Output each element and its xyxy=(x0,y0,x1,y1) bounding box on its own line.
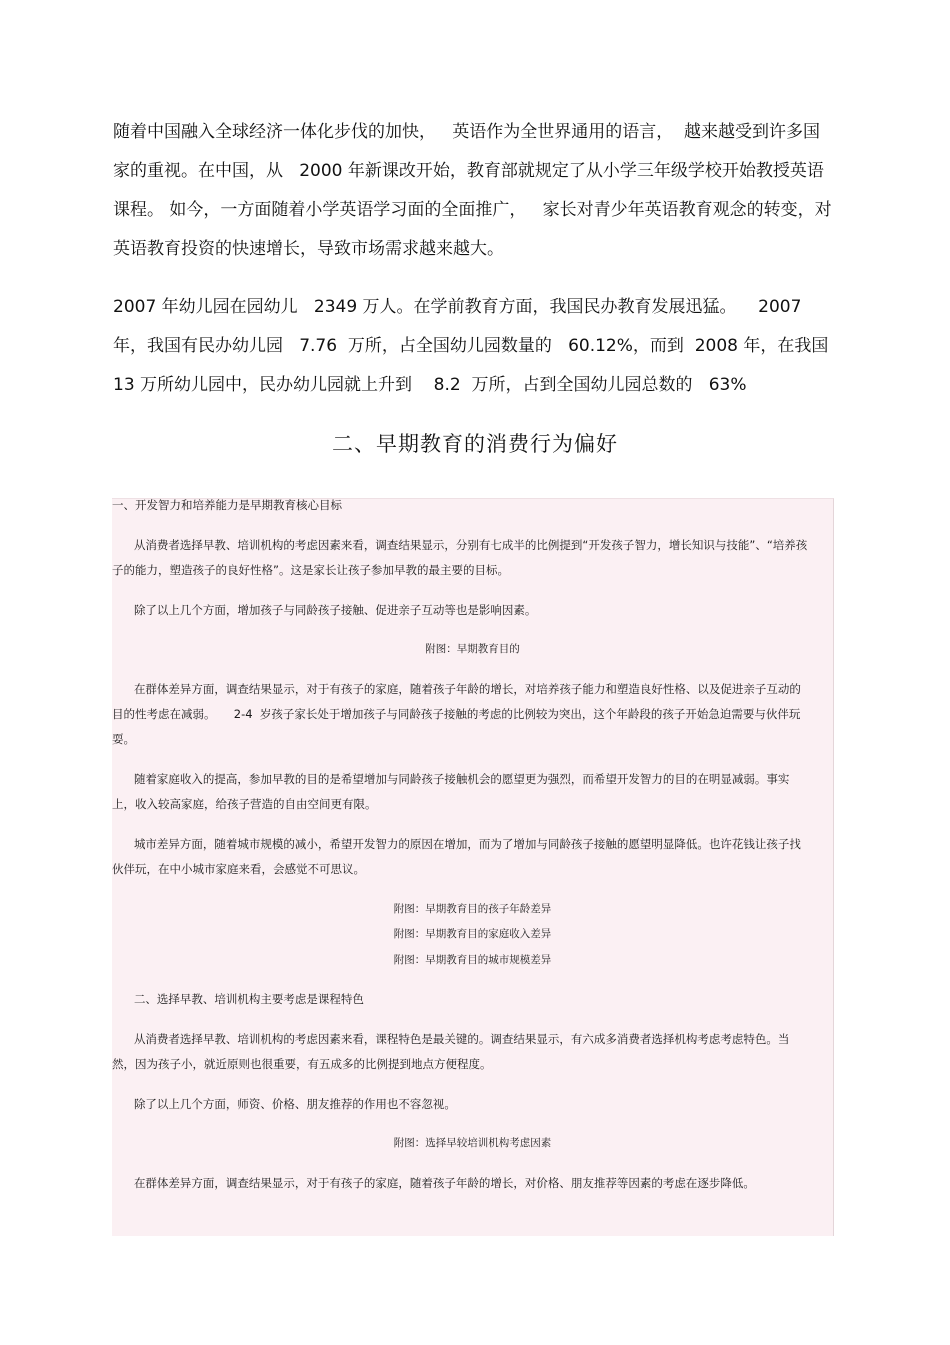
box-paragraph-7: 除了以上几个方面，师资、价格、朋友推荐的作用也不容忽视。 xyxy=(112,1097,456,1111)
box-paragraph-6: 从消费者选择早教、培训机构的考虑因素来看，课程特色是最关键的。调查结果显示，有六成多消费者选择机构考虑考虑特色。当然，因为孩子小，就近原则也很重要，有五成多的比例提到地点方便程度。 xyxy=(112,1032,790,1071)
figure-caption-4: 附图：早期教育目的城市规模差异 xyxy=(393,954,552,966)
intro-paragraph-2: 2007 年幼儿园在园幼儿 2349 万人。在学前教育方面，我国民办教育发展迅猛。 2007 年，我国有民办幼儿园 7.76 万所，占全国幼儿园数量的 60.12%，而到 2008 年，在我国 13 万所幼儿园中，民办幼儿园就上升到 8.2 万所，占到全国幼儿园总数的 63% xyxy=(113,297,834,395)
figure-caption-5: 附图：选择早较培训机构考虑因素 xyxy=(393,1137,552,1149)
box-paragraph-2: 除了以上几个方面，增加孩子与同龄孩子接触、促进亲子互动等也是影响因素。 xyxy=(112,603,537,617)
subsection-heading-1: 一、开发智力和培养能力是早期教育核心目标 xyxy=(112,498,342,512)
box-paragraph-4: 随着家庭收入的提高，参加早教的目的是希望增加与同龄孩子接触机会的愿望更为强烈，而希望开发智力的目的在明显减弱。事实上，收入较高家庭，给孩子营造的自由空间更有限。 xyxy=(112,772,790,811)
box-paragraph-8: 在群体差异方面，调查结果显示，对于有孩子的家庭，随着孩子年龄的增长，对价格、朋友推荐等因素的考虑在逐步降低。 xyxy=(112,1176,755,1190)
survey-content-box xyxy=(112,498,834,1236)
section-heading: 二、早期教育的消费行为偏好 xyxy=(332,432,618,456)
intro-paragraph-1: 随着中国融入全球经济一体化步伐的加快， 英语作为全世界通用的语言， 越来越受到许多国家的重视。在中国，从 2000 年新课改开始，教育部就规定了从小学三年级学校开始教授英语课程。 如今，一方面随着小学英语学习面的全面推广， 家长对青少年英语教育观念的转变，对英语教育投资的快速增长，导致市场需求越来越大。 xyxy=(113,122,832,259)
box-paragraph-3: 在群体差异方面，调查结果显示，对于有孩子的家庭，随着孩子年龄的增长，对培养孩子能力和塑造良好性格、以及促进亲子互动的目的性考虑在减弱。 2-4 岁孩子家长处于增加孩子与同龄孩子接触的考虑的比例较为突出，这个年龄段的孩子开始急迫需要与伙伴玩耍。 xyxy=(112,682,801,746)
figure-caption-3: 附图：早期教育目的家庭收入差异 xyxy=(393,928,552,940)
figure-caption-2: 附图：早期教育目的孩子年龄差异 xyxy=(393,903,552,915)
figure-caption-1: 附图：早期教育目的 xyxy=(425,643,520,655)
box-paragraph-5: 城市差异方面，随着城市规模的减小，希望开发智力的原因在增加，而为了增加与同龄孩子接触的愿望明显降低。也许花钱让孩子找伙伴玩，在中小城市家庭来看，会感觉不可思议。 xyxy=(112,837,801,876)
subsection-heading-2: 二、选择早教、培训机构主要考虑是课程特色 xyxy=(112,992,364,1006)
box-paragraph-1: 从消费者选择早教、培训机构的考虑因素来看，调查结果显示，分别有七成半的比例提到“开发孩子智力，增长知识与技能”、“培养孩子的能力，塑造孩子的良好性格”。这是家长让孩子参加早教的最主要的目标。 xyxy=(112,538,808,577)
